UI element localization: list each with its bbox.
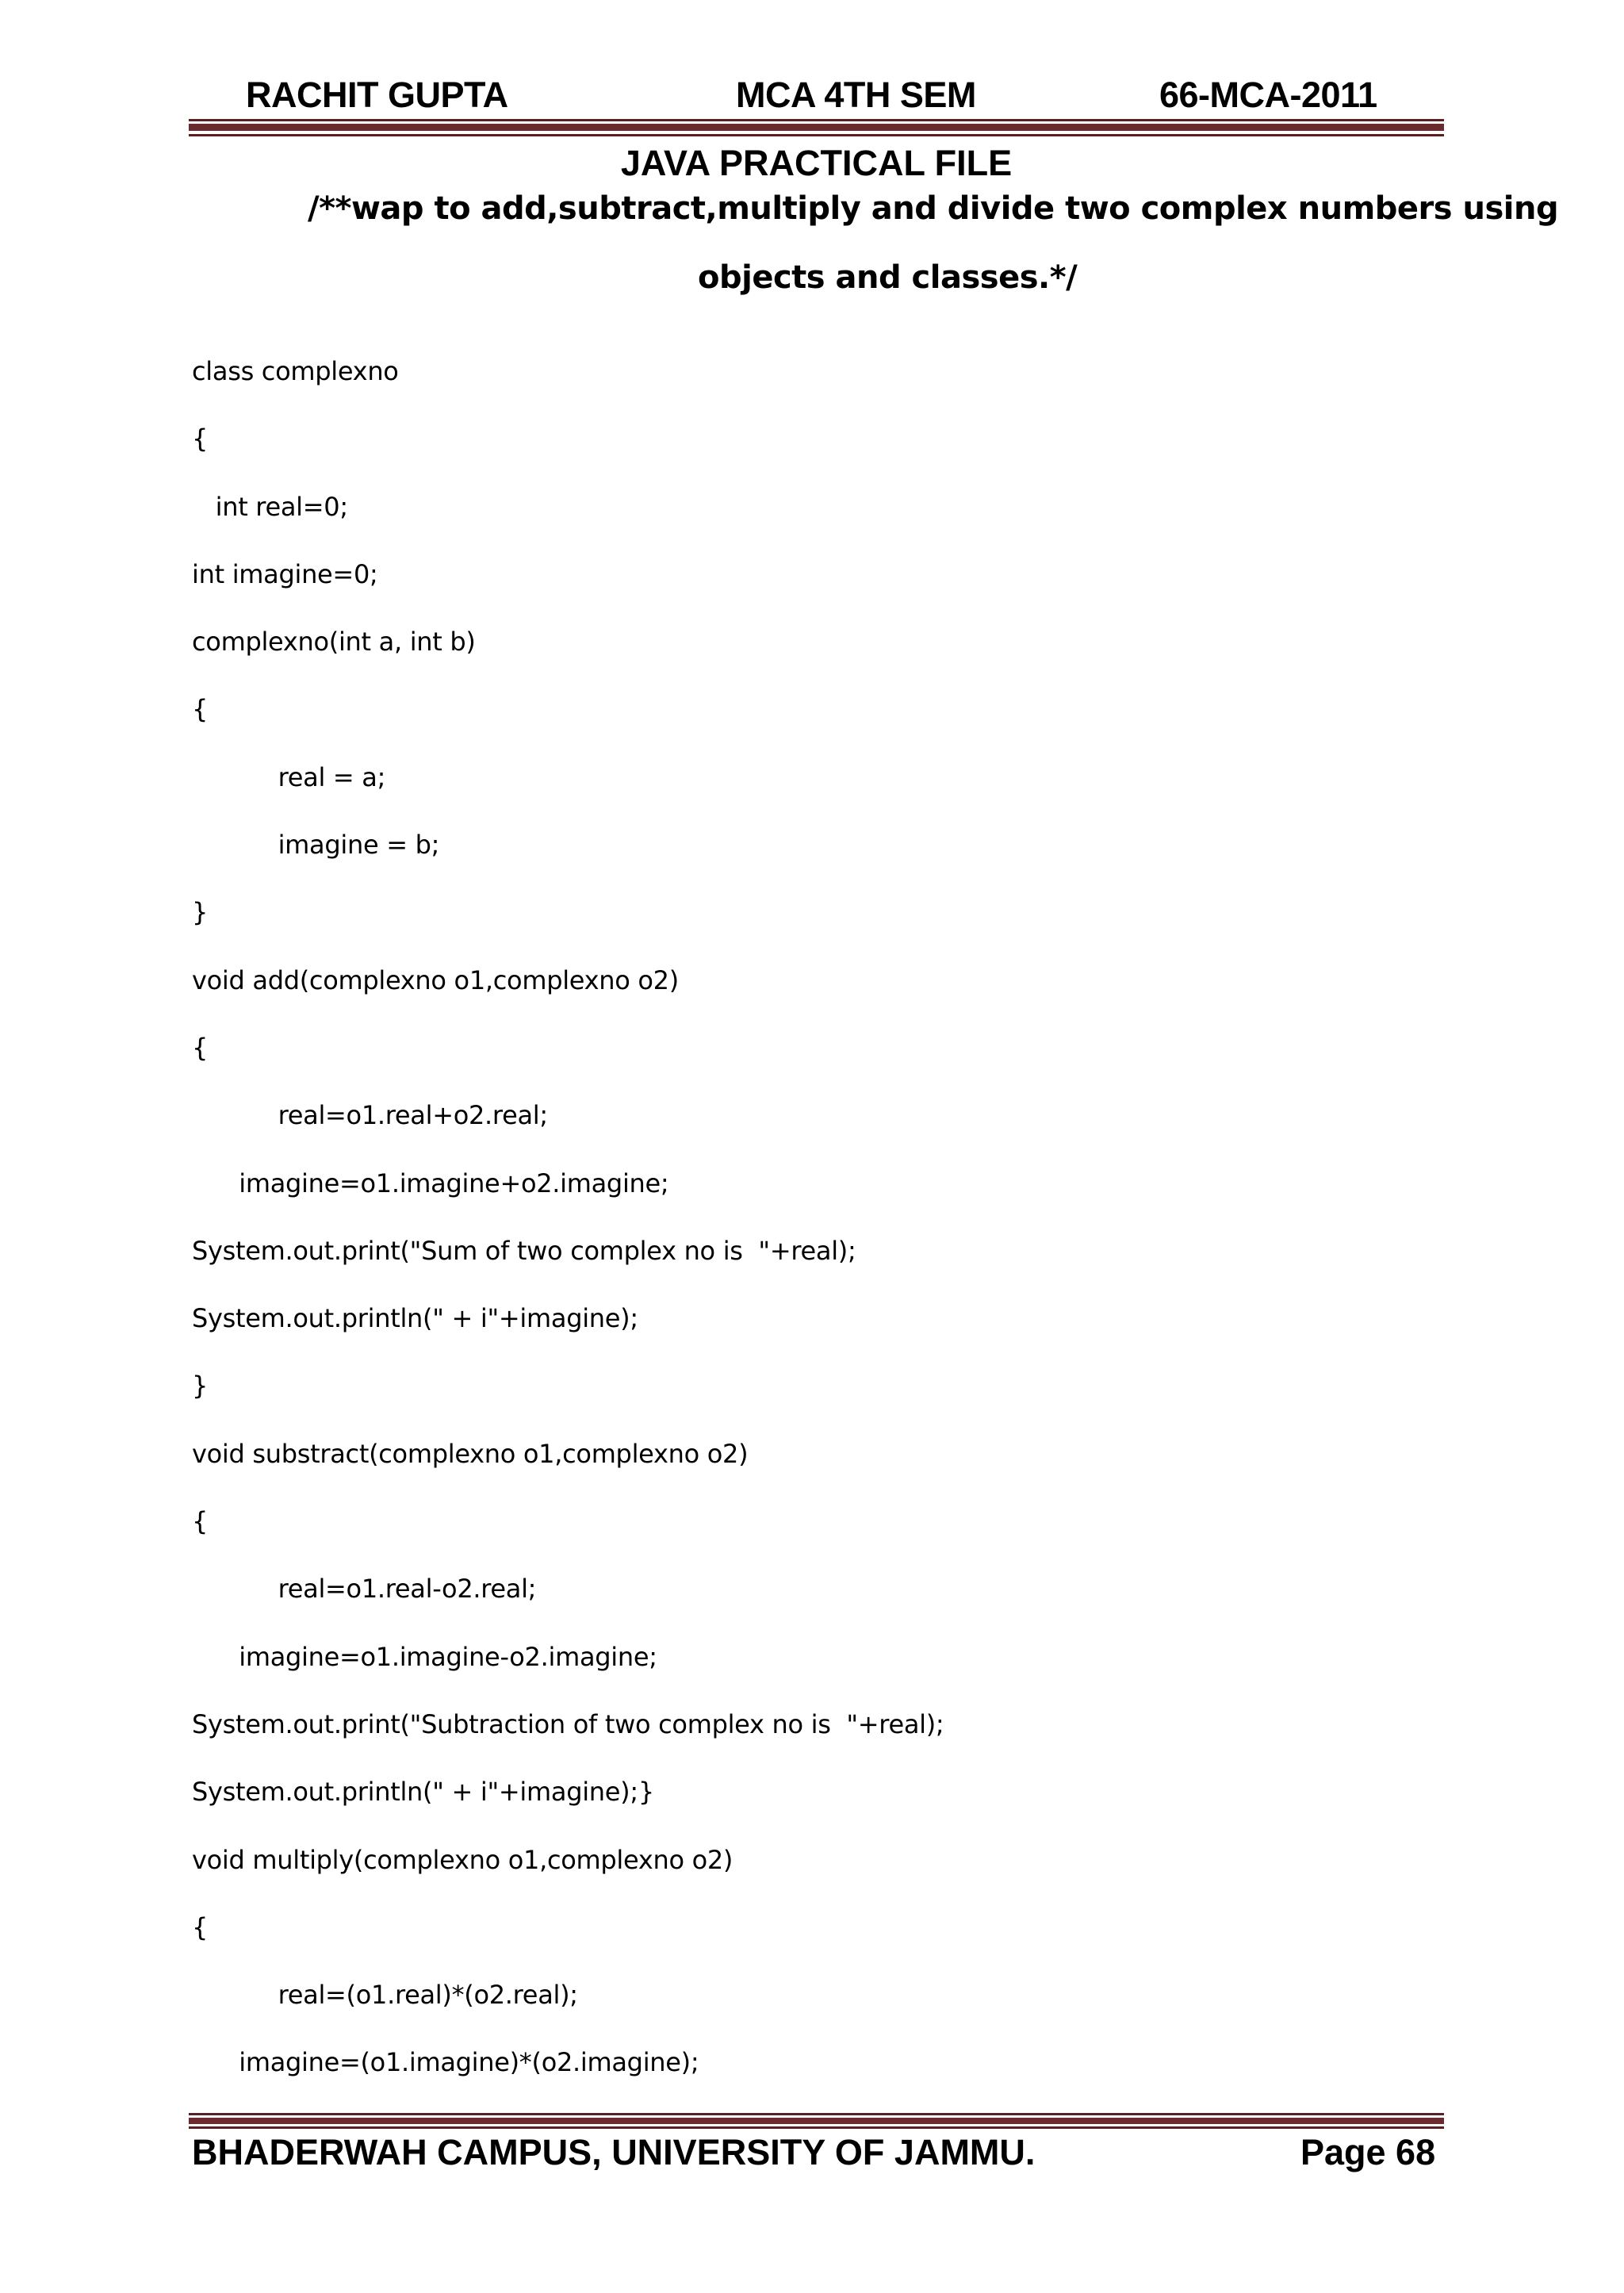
header-rule [189, 117, 1444, 140]
code-line: class complexno [192, 356, 399, 386]
header-roll-number: 66-MCA-2011 [1159, 75, 1377, 115]
code-line: { [192, 1506, 209, 1537]
code-line: System.out.println(" + i"+imagine); [192, 1303, 638, 1334]
code-line: void substract(complexno o1,complexno o2) [192, 1438, 749, 1469]
code-line: { [192, 424, 209, 454]
code-line: void add(complexno o1,complexno o2) [192, 964, 679, 995]
code-line: int imagine=0; [192, 558, 378, 589]
program-title-line-2: objects and classes.*/ [698, 259, 1078, 296]
code-line: real = a; [192, 761, 386, 792]
header-student-name: RACHIT GUPTA [246, 75, 508, 115]
code-line: System.out.print("Subtraction of two complex no is "+real); [192, 1708, 944, 1739]
code-line: real=o1.real+o2.real; [192, 1100, 548, 1131]
code-line: System.out.print("Sum of two complex no is "+real); [192, 1235, 856, 1266]
code-line: real=o1.real-o2.real; [192, 1574, 537, 1605]
code-line: { [192, 1911, 209, 1942]
code-line: } [192, 897, 209, 928]
code-line: imagine=o1.imagine-o2.imagine; [192, 1641, 657, 1672]
code-line: imagine=(o1.imagine)*(o2.imagine); [192, 2047, 699, 2078]
code-line: void multiply(complexno o1,complexno o2) [192, 1844, 733, 1875]
code-line: { [192, 1032, 209, 1063]
footer-campus: BHADERWAH CAMPUS, UNIVERSITY OF JAMMU. [192, 2132, 1036, 2172]
page-number: Page 68 [1300, 2132, 1436, 2172]
code-listing [192, 352, 944, 2111]
header-semester: MCA 4TH SEM [736, 75, 976, 115]
footer-rule [189, 2112, 1444, 2131]
code-line: System.out.println(" + i"+imagine);} [192, 1777, 654, 1808]
code-line: real=(o1.real)*(o2.real); [192, 1980, 578, 2011]
code-line: imagine = b; [192, 830, 440, 861]
code-line: } [192, 1371, 209, 1401]
file-subtitle: JAVA PRACTICAL FILE [620, 143, 1013, 183]
code-line: { [192, 694, 209, 725]
code-line: int real=0; [192, 491, 348, 522]
code-line: complexno(int a, int b) [192, 627, 476, 658]
code-line: imagine=o1.imagine+o2.imagine; [192, 1168, 669, 1198]
program-title-line-1: /**wap to add,subtract,multiply and divide two complex numbers using [308, 190, 1559, 227]
